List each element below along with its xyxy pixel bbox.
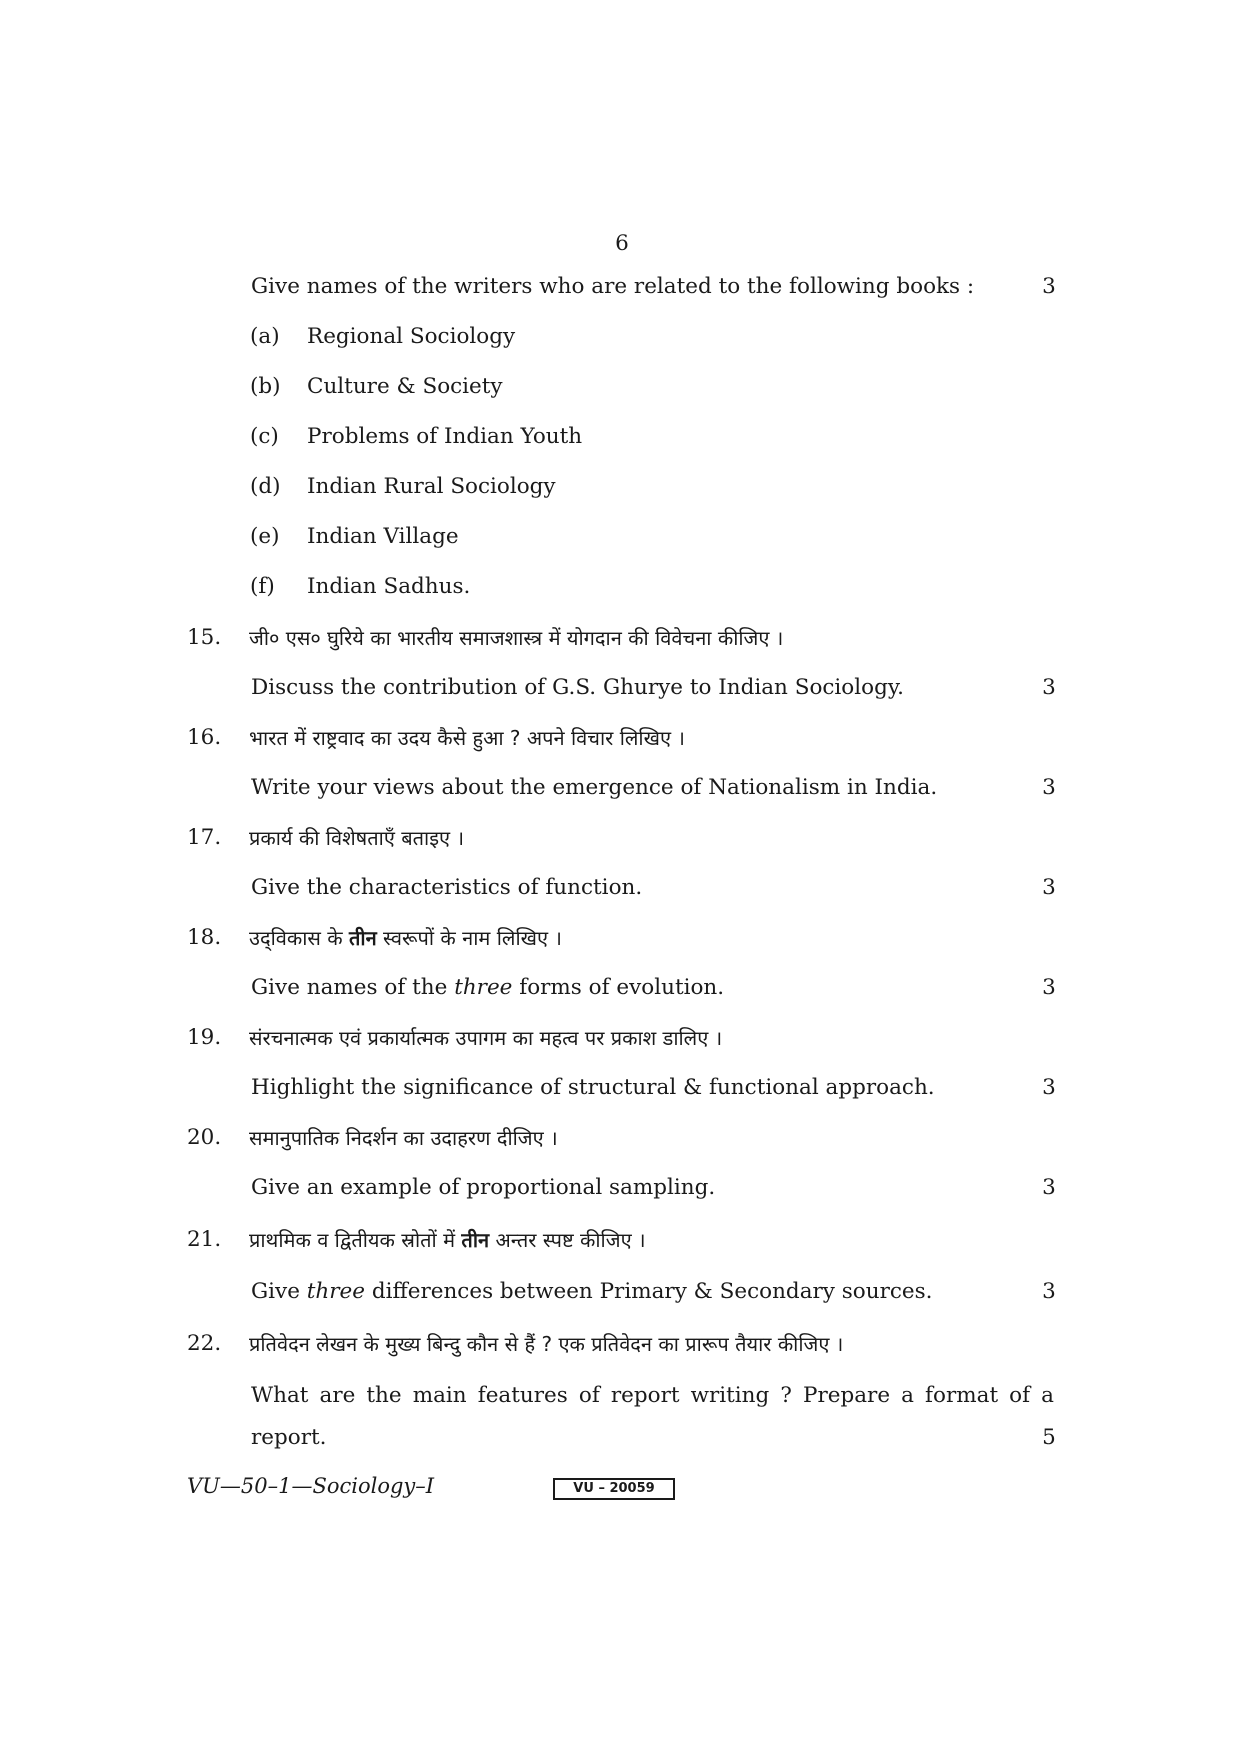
q20-number: 20. bbox=[187, 1125, 222, 1150]
q21-hindi bbox=[249, 1226, 646, 1254]
q15-english: Discuss the contribution of G.S. Ghurye to Indian Sociology. bbox=[251, 675, 904, 700]
q18-english-italic: three bbox=[454, 975, 513, 1000]
q14-marks: 3 bbox=[1042, 274, 1056, 299]
q22-number: 22. bbox=[187, 1331, 222, 1356]
q16-english: Write your views about the emergence of Nationalism in India. bbox=[251, 775, 938, 800]
q21-english-post: differences between Primary & Secondary sources. bbox=[364, 1279, 933, 1304]
q15-hindi: जी० एस० घुरिये का भारतीय समाजशास्त्र में योगदान की विवेचना कीजिए । bbox=[249, 626, 784, 650]
q14-item-title: Indian Village bbox=[307, 524, 459, 549]
q19-english: Highlight the significance of structural & functional approach. bbox=[251, 1075, 935, 1100]
q18-english bbox=[251, 974, 724, 1002]
q20-english: Give an example of proportional sampling. bbox=[251, 1175, 716, 1200]
q19-hindi: संरचनात्मक एवं प्रकार्यात्मक उपागम का महत्व पर प्रकाश डालिए । bbox=[249, 1026, 723, 1050]
q18-english-post: forms of evolution. bbox=[512, 975, 725, 1000]
page-number: 6 bbox=[615, 231, 629, 256]
q14-item-title: Indian Sadhus. bbox=[307, 574, 471, 599]
q21-hindi-pre: प्राथमिक व द्वितीयक स्रोतों में bbox=[249, 1228, 462, 1252]
q16-number: 16. bbox=[187, 725, 222, 750]
q16-marks: 3 bbox=[1042, 775, 1056, 800]
q14-item-letter: (d) bbox=[250, 474, 281, 499]
q14-item-letter: (c) bbox=[250, 424, 279, 449]
q15-number: 15. bbox=[187, 625, 222, 650]
q22-marks: 5 bbox=[1042, 1425, 1056, 1450]
q22-english-line1: What are the main features of report writing ? Prepare a format of a bbox=[251, 1383, 1054, 1408]
q18-number: 18. bbox=[187, 925, 222, 950]
q18-marks: 3 bbox=[1042, 975, 1056, 1000]
footer-paper-code: VU—50–1—Sociology–I bbox=[187, 1474, 435, 1498]
q14-item-letter: (a) bbox=[250, 324, 280, 349]
q22-hindi: प्रतिवेदन लेखन के मुख्य बिन्दु कौन से हैं ? एक प्रतिवेदन का प्रारूप तैयार कीजिए । bbox=[249, 1332, 844, 1356]
q21-number: 21. bbox=[187, 1227, 222, 1252]
q21-english-pre: Give bbox=[251, 1279, 307, 1304]
q16-hindi: भारत में राष्ट्रवाद का उदय कैसे हुआ ? अपने विचार लिखिए । bbox=[249, 726, 685, 750]
q14-item-title: Indian Rural Sociology bbox=[307, 474, 556, 499]
q17-english: Give the characteristics of function. bbox=[251, 875, 643, 900]
q21-english bbox=[251, 1278, 933, 1306]
q21-english-italic: three bbox=[306, 1279, 365, 1304]
q18-hindi bbox=[249, 924, 562, 952]
q21-hindi-post: अन्तर स्पष्ट कीजिए । bbox=[489, 1228, 646, 1252]
q18-english-pre: Give names of the bbox=[251, 975, 455, 1000]
q14-item-letter: (f) bbox=[250, 574, 275, 599]
q14-english: Give names of the writers who are related to the following books : bbox=[251, 274, 975, 299]
q18-hindi-pre: उद्‌विकास के bbox=[249, 926, 350, 950]
q21-hindi-bold: तीन bbox=[461, 1228, 490, 1252]
q20-marks: 3 bbox=[1042, 1175, 1056, 1200]
footer-code-box: VU – 20059 bbox=[553, 1478, 675, 1500]
q14-item-title: Culture & Society bbox=[307, 374, 503, 399]
q14-item-title: Problems of Indian Youth bbox=[307, 424, 583, 449]
q14-item-letter: (b) bbox=[250, 374, 281, 399]
q18-hindi-post: स्वरूपों के नाम लिखिए । bbox=[376, 926, 562, 950]
q19-marks: 3 bbox=[1042, 1075, 1056, 1100]
q18-hindi-bold: तीन bbox=[349, 926, 377, 950]
q17-hindi: प्रकार्य की विशेषताएँ बताइए । bbox=[249, 826, 465, 850]
q21-marks: 3 bbox=[1042, 1279, 1056, 1304]
q14-item-title: Regional Sociology bbox=[307, 324, 516, 349]
q20-hindi: समानुपातिक निदर्शन का उदाहरण दीजिए । bbox=[249, 1126, 558, 1150]
q14-item-letter: (e) bbox=[250, 524, 280, 549]
q17-marks: 3 bbox=[1042, 875, 1056, 900]
q22-english-line2: report. bbox=[251, 1425, 327, 1450]
q19-number: 19. bbox=[187, 1025, 222, 1050]
q15-marks: 3 bbox=[1042, 675, 1056, 700]
q17-number: 17. bbox=[187, 825, 222, 850]
